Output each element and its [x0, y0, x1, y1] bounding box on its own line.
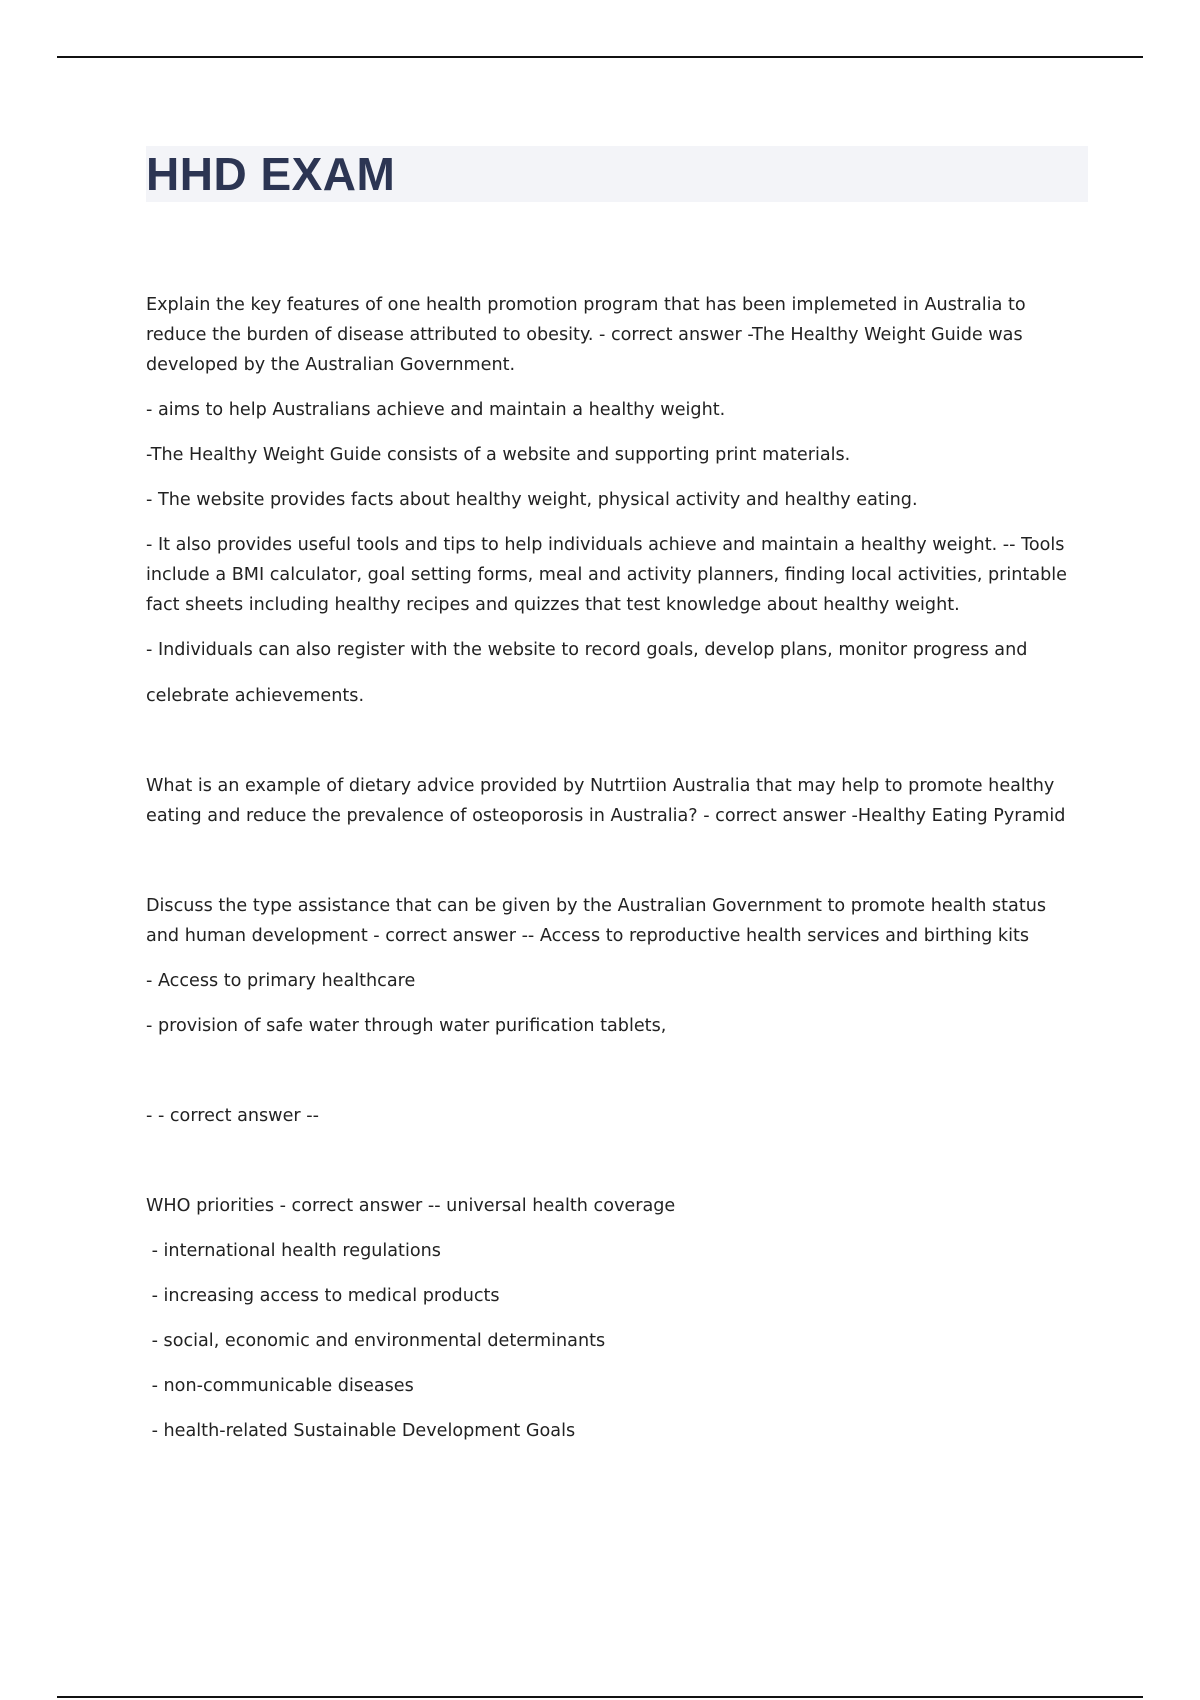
q5-line: WHO priorities - correct answer -- universal health coverage	[146, 1196, 676, 1216]
top-rule	[57, 56, 1143, 58]
qa-block-4	[146, 1101, 1086, 1131]
q5-bullet-4: - non-communicable diseases	[146, 1376, 414, 1396]
q1-tools-line-3: fact sheets including healthy recipes and quizzes that test knowledge about healthy weight.	[146, 595, 960, 615]
q1-tools-line-2: include a BMI calculator, goal setting forms, meal and activity planners, finding local activities, printable	[146, 565, 1068, 585]
q5-bullet-3: - social, economic and environmental determinants	[146, 1331, 606, 1351]
q1-line-1: Explain the key features of one health promotion program that has been implemeted in Australia to	[146, 295, 1026, 315]
q3-bullet-1: - Access to primary healthcare	[146, 971, 416, 991]
document-body	[146, 290, 1086, 1446]
q3-line-2: and human development - correct answer -- Access to reproductive health services and birthing kits	[146, 926, 1030, 946]
q5-bullet-5: - health-related Sustainable Development Goals	[146, 1421, 576, 1441]
q1-bullet-3: - The website provides facts about healthy weight, physical activity and healthy eating.	[146, 490, 918, 510]
q1-bullet-2: -The Healthy Weight Guide consists of a website and supporting print materials.	[146, 445, 851, 465]
q4-line: - - correct answer --	[146, 1106, 319, 1126]
q2-line-2: eating and reduce the prevalence of osteoporosis in Australia? - correct answer -Healthy Eating Pyramid	[146, 806, 1066, 826]
q1-bullet-1: - aims to help Australians achieve and maintain a healthy weight.	[146, 400, 726, 420]
q3-bullet-2: - provision of safe water through water purification tablets,	[146, 1016, 667, 1036]
bottom-rule	[57, 1696, 1143, 1698]
q5-bullet-2: - increasing access to medical products	[146, 1286, 500, 1306]
page-title: HHD EXAM	[146, 148, 396, 200]
q1-tools-line-1: - It also provides useful tools and tips to help individuals achieve and maintain a healthy weight. -- Tools	[146, 535, 1065, 555]
q1-register-line-1: - Individuals can also register with the website to record goals, develop plans, monitor progress and	[146, 640, 1028, 660]
qa-block-2	[146, 771, 1086, 831]
q1-line-2: reduce the burden of disease attributed to obesity. - correct answer -The Healthy Weight Guide was	[146, 325, 1023, 345]
q1-line-3: developed by the Australian Government.	[146, 355, 516, 375]
qa-block-5	[146, 1191, 1086, 1446]
q2-line-1: What is an example of dietary advice provided by Nutrtiion Australia that may help to promote healthy	[146, 776, 1055, 796]
q3-line-1: Discuss the type assistance that can be given by the Australian Government to promote health status	[146, 896, 1047, 916]
qa-block-1	[146, 290, 1086, 711]
q5-bullet-1: - international health regulations	[146, 1241, 441, 1261]
qa-block-3	[146, 891, 1086, 1041]
q1-register-line-2: celebrate achievements.	[146, 686, 365, 706]
